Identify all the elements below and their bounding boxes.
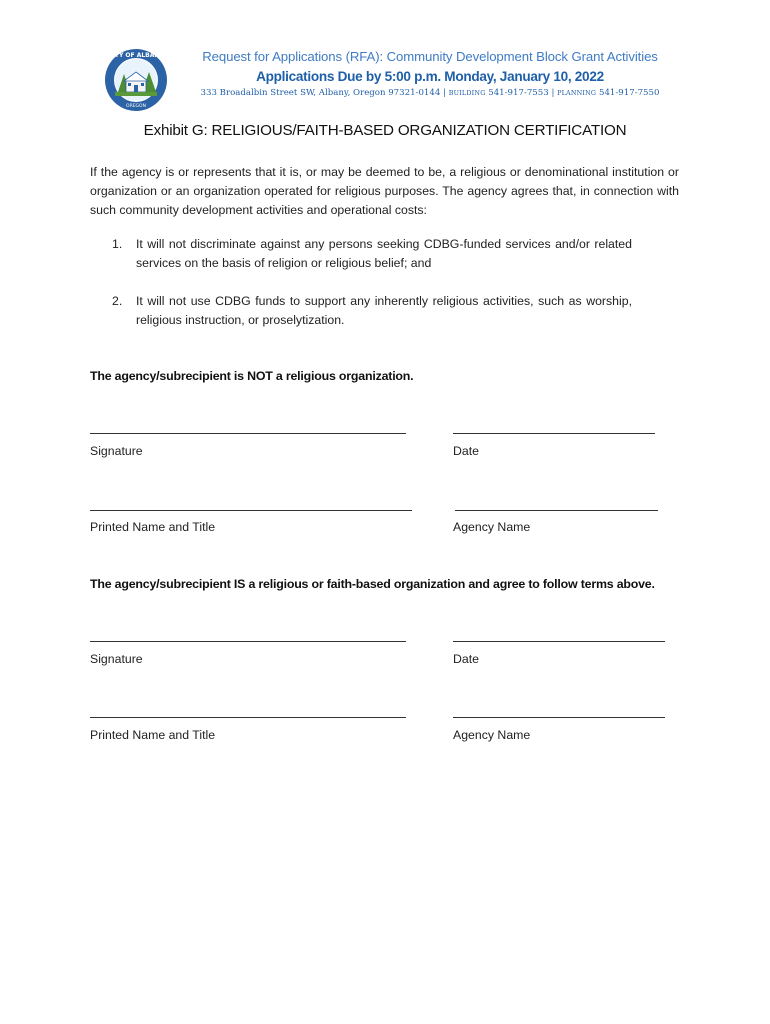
signature-line[interactable] <box>90 641 406 642</box>
address-text: 333 Broadalbin Street SW, Albany, Oregon 97321-0144 | <box>200 88 449 98</box>
date-line[interactable] <box>453 641 665 642</box>
planning-phone: 541-917-7550 <box>596 88 660 98</box>
list-item <box>112 292 632 330</box>
planning-label: PLANNING <box>557 89 597 97</box>
svg-text:CITY OF ALBANY: CITY OF ALBANY <box>108 52 164 59</box>
header-due-date: Applications Due by 5:00 p.m. Monday, January 10, 2022 <box>256 69 604 84</box>
signature-line[interactable] <box>90 433 406 434</box>
list-item-text: It will not discriminate against any persons seeking CDBG-funded services and/or related services on the basis of religion or religious belief; and <box>136 237 632 270</box>
date-label: Date <box>453 652 479 666</box>
header-address <box>180 88 680 98</box>
list-item-number: 2. <box>112 294 123 308</box>
document-title: Exhibit G: RELIGIOUS/FAITH-BASED ORGANIZATION CERTIFICATION <box>143 122 627 139</box>
svg-text:OREGON: OREGON <box>126 104 146 109</box>
is-religious-statement: The agency/subrecipient IS a religious or faith-based organization and agree to follow terms above. <box>90 577 655 591</box>
not-religious-statement: The agency/subrecipient is NOT a religious organization. <box>90 369 414 383</box>
date-label: Date <box>453 444 479 458</box>
agency-name-label: Agency Name <box>453 728 531 742</box>
building-phone: 541-917-7553 | <box>485 88 558 98</box>
signature-label: Signature <box>90 652 143 666</box>
list-item-number: 1. <box>112 237 123 251</box>
building-label: BUILDING <box>448 89 486 97</box>
printed-name-label: Printed Name and Title <box>90 728 216 742</box>
intro-paragraph: If the agency is or represents that it is, or may be deemed to be, a religious or denominational institution or organization or an organization operated for religious purposes. The agency agrees that, in connection with such community development activities and operational costs: <box>90 165 679 217</box>
agency-name-line[interactable] <box>455 510 658 511</box>
date-line[interactable] <box>453 433 655 434</box>
city-logo <box>104 48 168 112</box>
header-rfa-line: Request for Applications (RFA): Community Development Block Grant Activities <box>202 49 658 64</box>
list-item <box>112 235 632 273</box>
printed-name-label: Printed Name and Title <box>90 520 216 534</box>
printed-name-line[interactable] <box>90 717 406 718</box>
agency-name-label: Agency Name <box>453 520 531 534</box>
signature-label: Signature <box>90 444 143 458</box>
list-item-text: It will not use CDBG funds to support any inherently religious activities, such as worship, religious instruction, or proselytization. <box>136 294 632 327</box>
agency-name-line[interactable] <box>453 717 665 718</box>
printed-name-line[interactable] <box>90 510 412 511</box>
